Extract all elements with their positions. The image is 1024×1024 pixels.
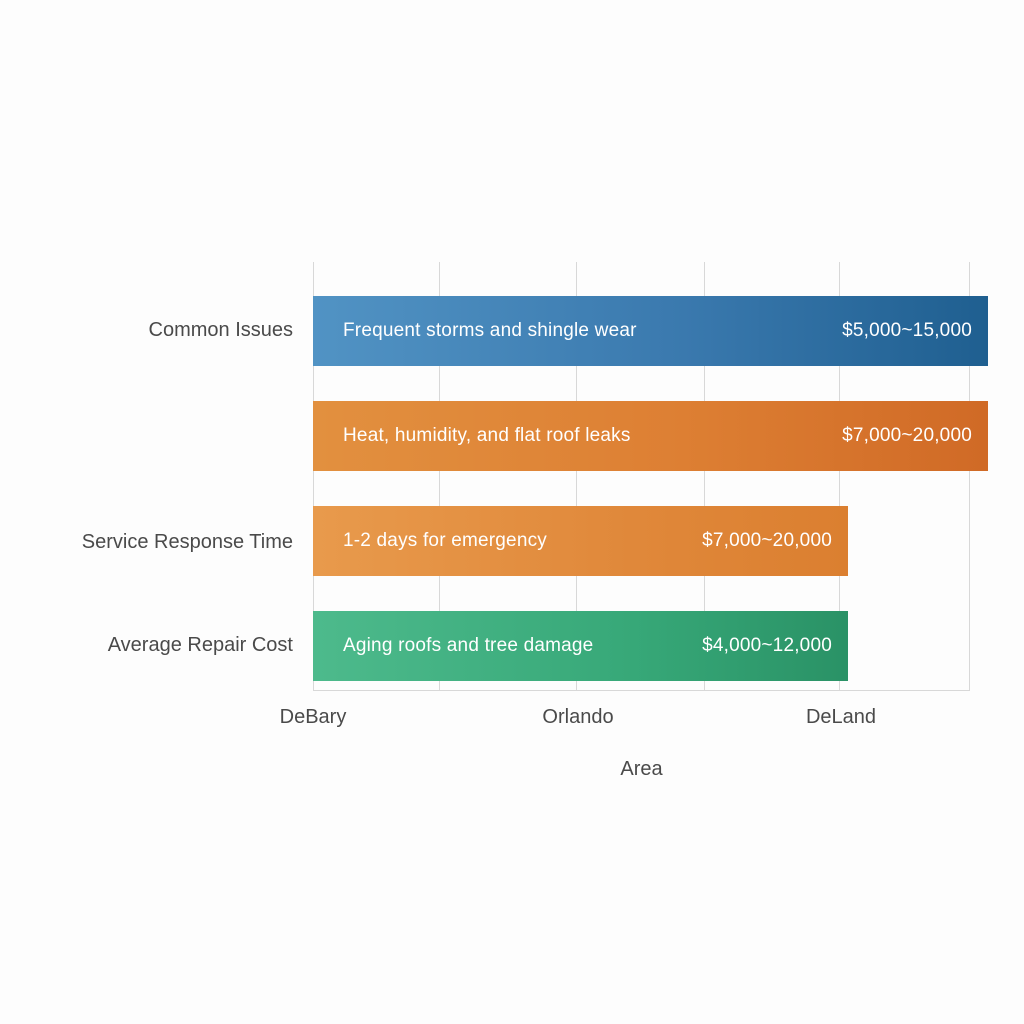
bar-label: Heat, humidity, and flat roof leaks	[343, 425, 631, 446]
x-tick-label-2: DeLand	[805, 706, 877, 728]
bar-label: Frequent storms and shingle wear	[343, 320, 637, 341]
y-tick-label-3: Average Repair Cost	[107, 634, 293, 656]
bar-value: $7,000~20,000	[842, 425, 972, 446]
bar-label: Aging roofs and tree damage	[343, 635, 594, 656]
bar-value: $7,000~20,000	[702, 530, 832, 551]
plot-area	[313, 262, 970, 690]
x-tick-label-1: Orlando	[542, 706, 614, 728]
y-tick-label-0: Common Issues	[148, 319, 293, 341]
bar-common-issues-debary[interactable]	[313, 296, 988, 366]
bar-value: $5,000~15,000	[842, 320, 972, 341]
x-axis-line	[313, 690, 970, 691]
y-tick-label-2: Service Response Time	[81, 531, 293, 553]
bar-value: $4,000~12,000	[702, 635, 832, 656]
bar-label: 1-2 days for emergency	[343, 530, 547, 551]
x-tick-label-0: DeBary	[279, 706, 347, 728]
y-axis-labels	[0, 262, 293, 690]
x-axis-labels	[279, 706, 970, 746]
bar-common-issues-orlando[interactable]	[313, 401, 988, 471]
bar-service-response-time[interactable]	[313, 506, 848, 576]
x-axis-title: Area	[620, 758, 663, 780]
bar-average-repair-cost[interactable]	[313, 611, 848, 681]
